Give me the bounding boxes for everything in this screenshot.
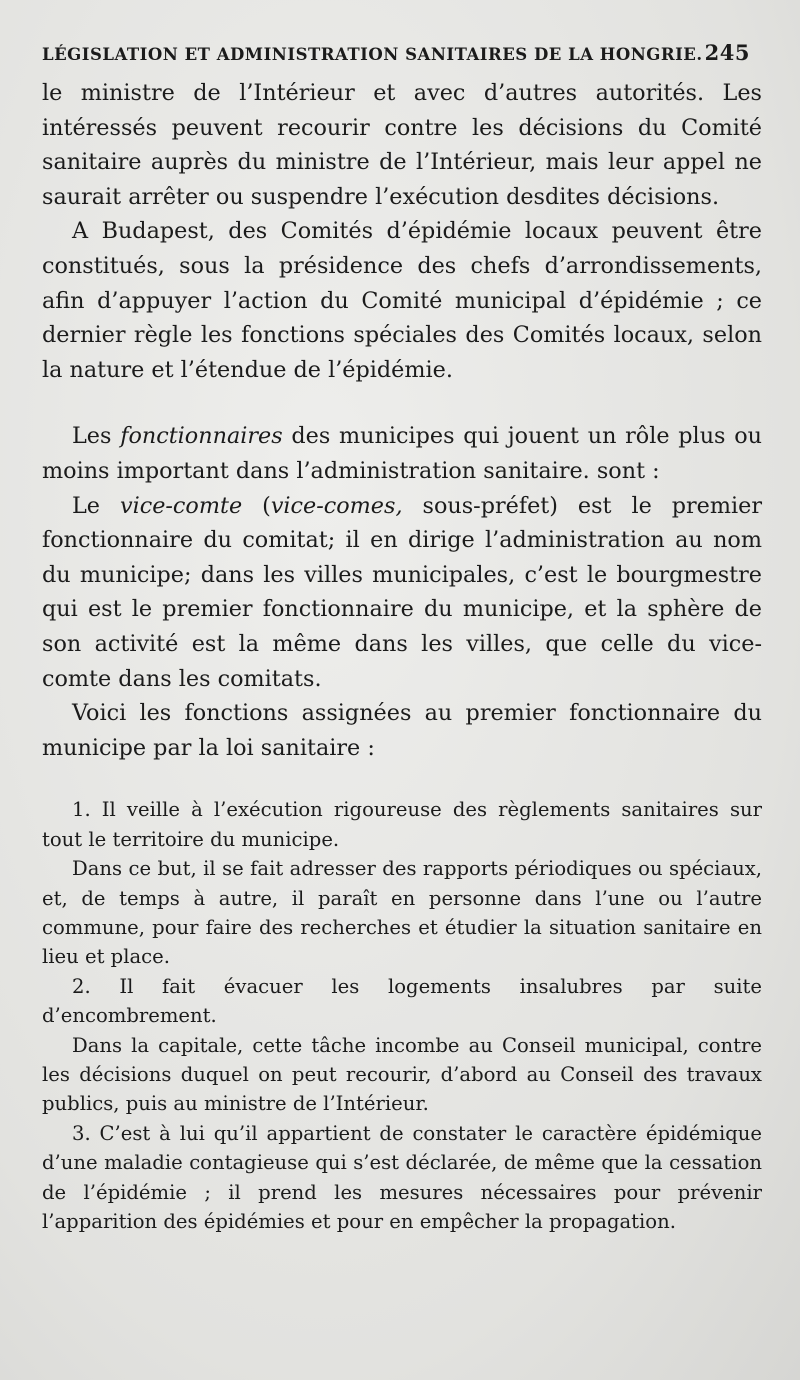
paragraph-vice-comte: Le vice-comte (vice-comes, sous-préfet) est le premier fonctionnaire du comitat; il en dirige l’administration au nom du municipe; dans les villes municipales, c’est le bourgmestre qui est le premier fonctionnaire du municipe, et la sphère de son activité est la même dans les villes, que celle du vice-comte dans les comitats. (42, 492, 763, 692)
paragraph-voici: Voici les fonctions assignées au premier fonctionnaire du municipe par la loi sanitaire : (42, 700, 762, 761)
list-item-2-detail: Dans la capitale, cette tâche incombe au Conseil municipal, contre les décisions duquel on peut recourir, d’abord au Conseil des travaux publics, puis au ministre de l’Intérieur. (42, 1033, 762, 1116)
paragraph-continuation: le ministre de l’Intérieur et avec d’autres autorités. Les intéressés peuvent recourir contre les décisions du Comité sanitaire auprès du ministre de l’Intérieur, mais leur appel ne saurait arrêter ou suspendre l’exécution desdites décisions. (42, 80, 762, 210)
page-number: 245 (704, 40, 750, 65)
paragraph-fonctionnaires: Les fonctionnaires des municipes qui jouent un rôle plus ou moins important dans l’administration sanitaire. sont : (42, 423, 762, 484)
section-gap (42, 387, 762, 419)
italic-term: vice-comte (119, 492, 243, 519)
italic-term: vice-comes, (270, 492, 403, 519)
list-item-2: 2. Il fait évacuer les logements insalubres par suite d’encombrement. (42, 974, 762, 1028)
italic-term: fonctionnaires (120, 423, 283, 450)
numbered-list (42, 795, 762, 1236)
running-head (42, 40, 762, 76)
list-item-3: 3. C’est à lui qu’il appartient de constater le caractère épidémique d’une maladie contagieuse qui s’est déclarée, de même que la cessation de l’épidémie ; il prend les mesures nécessaires pour prévenir l’apparition des épidémies et pour en empêcher la propagation. (42, 1121, 762, 1233)
list-item-1: 1. Il veille à l’exécution rigoureuse des règlements sanitaires sur tout le territoire du municipe. (42, 798, 762, 851)
section-gap (42, 765, 762, 795)
running-title: LÉGISLATION ET ADMINISTRATION SANITAIRES DE LA HONGRIE. (42, 45, 703, 64)
list-item-1-detail: Dans ce but, il se fait adresser des rapports périodiques ou spéciaux, et, de temps à autre, il paraît en personne dans l’une ou l’autre commune, pour faire des recherches et étudier la situation sanitaire en lieu et place. (42, 857, 762, 969)
paragraph-budapest: A Budapest, des Comités d’épidémie locaux peuvent être constitués, sous la présidence des chefs d’arrondissements, afin d’appuyer l’action du Comité municipal d’épidémie ; ce dernier règle les fonctions spéciales des Comités locaux, selon la nature et l’étendue de l’épidémie. (42, 218, 762, 383)
main-text (42, 76, 762, 765)
